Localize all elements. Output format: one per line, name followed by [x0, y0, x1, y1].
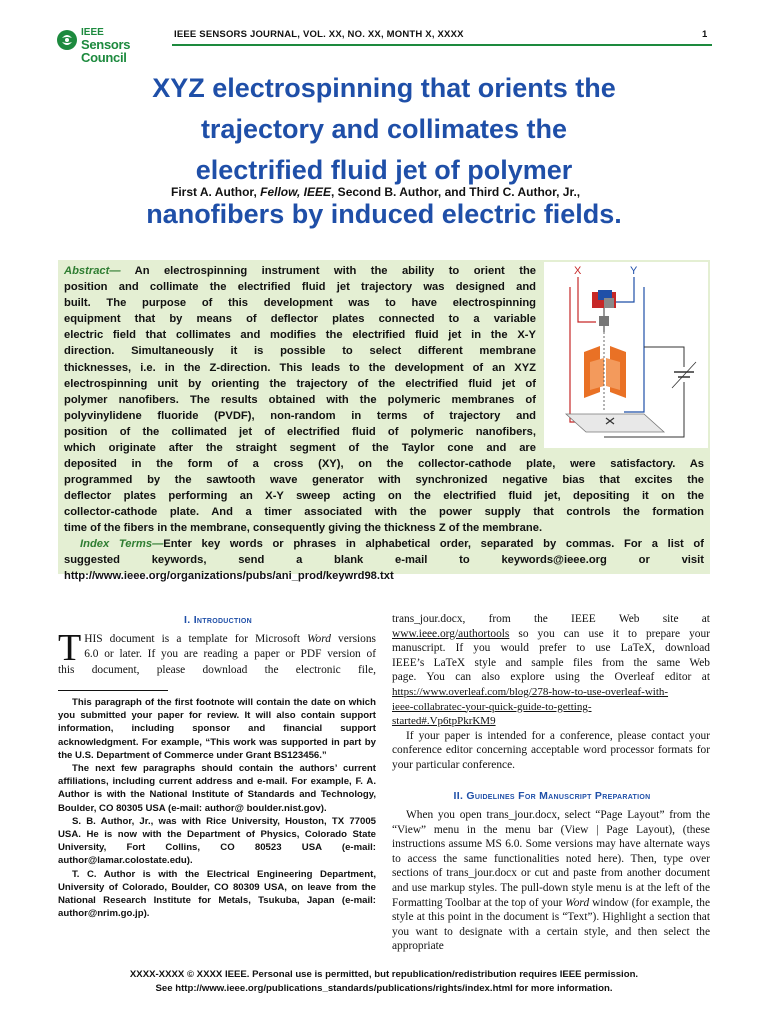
first-footnote: This paragraph of the first footnote will contain the date on which you submitted your paper for review. It will also contain support information, including sponsor and financial support acknowledgment. For example, “This work was supported in part by the U.S. Department of Commerce under Grant BS123456.” The next few paragraphs should contain the authors’ current affiliations, including current address and e-mail. For example, F. A. Author is with the National Institute of Standards and Technology, Boulder, CO 80305 USA (e-mail: author@ boulder.nist.gov). S. B. Author, Jr., was with Rice University, Houston, TX 77005 USA. He is now with the Department of Physics, Colorado State University, Fort Collins, CO 80523 USA (e-mail: author@lamar.colostate.edu). T. C. Author is with the Electrical Engineering Department, University of Colorado, Boulder, CO 80309 USA, on leave from the National Research Institute for Metals, Tsukuba, Japan (e-mail: author@nrim.go.jp). — [58, 697, 376, 920]
figure-x-label: X — [574, 265, 582, 277]
overleaf-link-2[interactable]: ieee-collabratec-your-quick-guide-to-getting- — [392, 700, 592, 713]
rights-link[interactable]: See http://www.ieee.org/publications_standards/publications/rights/index.html for more information. — [155, 983, 613, 994]
abstract-wrapped-text: Abstract— An electrospinning instrument with the ability to orient the position and collimate the electrified fluid jet trajectory was designed and built. The purpose of this development was to have electrospinning equipment that by means of deflector plates connected to a variable electric field that collimates and modifies the electrified fluid jet in the X-Y direction. Simultaneously it is possible to select different membrane thicknesses, i.e. in the Z-direction. This leads to the development of an XYZ electrospinning unit by orienting the trajectory of the electrified fluid jet of polymer nanofibers. The results obtained with the polymeric membranes of polyvinylidene fluoride (PVDF), non-random in terms of trajectory and position of the collimated jet of electrified fluid of polymeric nanofibers, which originate after the straight segment of the Taylor cone and are — [64, 265, 536, 455]
overleaf-link-1[interactable]: https://www.overleaf.com/blog/278-how-to-use-overleaf-with- — [392, 685, 669, 698]
keywords-url-link[interactable]: http://www.ieee.org/organizations/pubs/ani_prod/keywrd98.txt — [64, 570, 394, 583]
logo-ieee-text: IEEE — [81, 27, 104, 38]
paper-title-line-1: XYZ electrospinning that orients the — [152, 73, 616, 103]
abstract-label: Abstract — [64, 265, 110, 277]
paper-title-line-3: electrified fluid jet of polymer — [195, 155, 573, 185]
index-terms: Index Terms—Enter key words or phrases in alphabetical order, separated by commas. For a list of suggested keywords, send a blank e-mail to keywords@ieee.org or visit http://www.ieee.org/organizations/pubs/ani_prod/keywrd98.txt — [64, 536, 704, 584]
section-2-heading: II. Guidelines For Manuscript Preparation — [453, 790, 651, 802]
index-terms-label: Index Terms — [80, 538, 153, 550]
guidelines-paragraph: When you open trans_jour.docx, select “Page Layout” from the “View” menu in the menu bar (View | Page Layout), (these instructions assume MS 6.0. Some versions may have alternate ways to access the same functionalities noted here). Then, type over sections of trans_jour.docx or cut and paste from another document and use markup styles. The pull-down style menu is at the left of the Formatting Toolbar at the top of your Word window (for example, the style at this point in the document is “Text”). Highlight a section that you want to designate with a certain style, and then select the appropriate — [392, 809, 711, 953]
authortools-link[interactable]: www.ieee.org/authortools — [392, 627, 510, 640]
intro-continued: trans_jour.docx, from the IEEE Web site at www.ieee.org/authortools so you can use it to prepare your manuscript. If you would prefer to use LaTeX, download IEEE’s LaTeX style and sample files from the same Web page. You can also explore using the Overleaf editor at https://www.overleaf.com/blog/278-how-to-use-overleaf-with- ieee-collabratec-your-quick-guide-to-getting- started#.Vp6tpPkrKM9 If your paper is intended for a conference, please contact your conference editor concerning acceptable word processor formats for your particular conference. — [392, 613, 710, 771]
index-terms-line-2: suggested keywords, send a blank e-mail to keywords@ieee.org or visit — [64, 552, 704, 568]
dropcap: T — [58, 627, 82, 669]
overleaf-link-3[interactable]: started#.Vp6tpPkrKM9 — [392, 715, 496, 728]
author-line: First A. Author, Fellow, IEEE, Second B. Author, and Third C. Author, Jr., — [171, 185, 581, 199]
page-number: 1 — [702, 29, 708, 40]
ieee-sensors-council-logo — [56, 27, 172, 65]
intro-paragraph: T HIS document is a template for Microsoft Word versions 6.0 or later. If you are reading a paper or PDF version of this document, please download the electronic file, — [58, 627, 376, 676]
author-fellow: Fellow, IEEE — [260, 185, 332, 199]
keywords-email-link[interactable]: keywords@ieee.org — [501, 554, 607, 567]
figure-y-label: Y — [630, 265, 638, 277]
copyright-notice: XXXX-XXXX © XXXX IEEE. Personal use is permitted, but republication/redistribution requires IEEE permission. See http://www.ieee.org/publications_standards/publications/rights/index.html for more information. — [40, 968, 728, 996]
paper-title-line-4: nanofibers by induced electric fields. — [146, 199, 622, 229]
abstract-full-text: deposited in the form of a cross (XY), on the collector-cathode plate, were satisfactory. As programmed by the sawtooth wave generator with synchronized negative bias that excites the deflector plates performing an X-Y sweep acting on the electrified fluid jet, depositing it on the collector-cathode plate. And a timer associated with the power supply that controls the formation time of the fibers in the membrane, consequently giving the thickness Z of the membrane. — [64, 458, 704, 535]
logo-council-text: Sensors Council — [81, 37, 131, 65]
conference-paragraph: If your paper is intended for a conference, please contact your conference editor concerning acceptable word processor formats for your particular conference. — [392, 729, 710, 771]
header-rule — [172, 44, 712, 46]
electrospinning-setup-figure — [544, 262, 708, 448]
footnote-rule — [58, 690, 168, 691]
section-1-heading: I. Introduction — [184, 614, 252, 626]
journal-header: IEEE SENSORS JOURNAL, VOL. XX, NO. XX, MONTH X, XXXX — [174, 29, 464, 40]
sensors-council-logo-icon — [56, 29, 78, 51]
paper-title-line-2: trajectory and collimates the — [200, 114, 568, 144]
